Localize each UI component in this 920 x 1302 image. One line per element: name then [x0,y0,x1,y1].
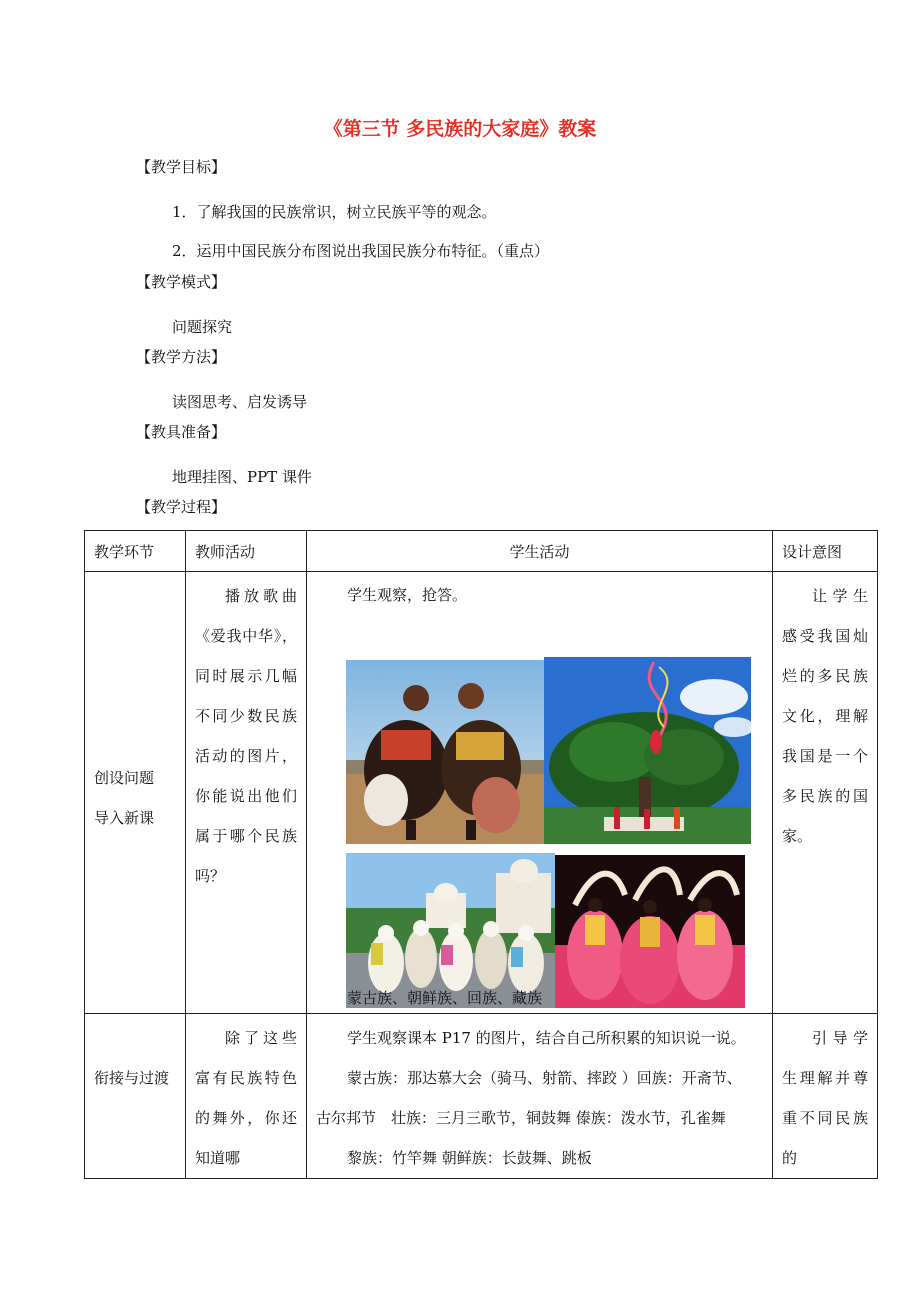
intent-text: 让学生感受我国灿烂的多民族文化，理解我国是一个多民族的国家。 [782,587,868,845]
stage-cell [85,1014,186,1179]
student-line-4: 黎族：竹竿舞 朝鲜族：长鼓舞、跳板 [347,1149,592,1167]
student-answer: 蒙古族、朝鲜族、回族、藏族 [347,989,543,1007]
teacher-text: 播放歌曲《爱我中华》，同时展示几幅不同少数民族活动的图片，你能说出他们属于哪个民族吗？ [195,587,297,885]
header-intent: 设计意图 [773,531,878,572]
hui-mosque-group-photo [346,853,555,1008]
student-line-3: 古尔邦节 壮族：三月三歌节，铜鼓舞 傣族：泼水节，孔雀舞 [316,1109,726,1127]
table-header-row [85,531,878,572]
mode-text: 问题探究 [172,318,233,336]
student-line-1: 学生观察课本 P17 的图片，结合自己所积累的知识说一说。 [347,1029,746,1047]
stage-dance-photo [555,855,745,1008]
teacher-text: 除了这些富有民族特色的舞外，你还知道哪 [195,1029,297,1167]
header-student: 学生活动 [307,531,773,572]
intent-cell [773,572,878,1014]
goal-item-1: 1．了解我国的民族常识，树立民族平等的观念。 [172,203,497,221]
mongolian-wrestling-photo [346,660,544,844]
section-heading-process: 【教学过程】 [136,498,227,516]
intent-text: 引导学生理解并尊重不同民族的 [782,1029,868,1167]
stage-line-1: 创设问题 [94,769,155,787]
section-heading-mode: 【教学模式】 [136,273,227,291]
header-stage: 教学环节 [85,531,186,572]
stage-text: 衔接与过渡 [94,1069,170,1087]
goal-item-2: 2．运用中国民族分布图说出我国民族分布特征。（重点） [172,242,550,260]
header-teacher: 教师活动 [186,531,307,572]
student-prompt: 学生观察，抢答。 [347,586,468,604]
lesson-process-table [84,530,878,1179]
intent-cell [773,1014,878,1179]
student-cell [307,572,773,1014]
tools-text: 地理挂图、PPT 课件 [172,468,312,486]
section-heading-method: 【教学方法】 [136,348,227,366]
teacher-cell [186,1014,307,1179]
section-heading-tools: 【教具准备】 [136,423,227,441]
section-heading-goals: 【教学目标】 [136,158,227,176]
stage-cell [85,572,186,1014]
teacher-cell [186,572,307,1014]
student-line-2: 蒙古族：那达慕大会（骑马、射箭、摔跤 ）回族：开斋节、 [347,1069,742,1087]
table-row [85,1014,878,1179]
stage-line-2: 导入新课 [94,809,155,827]
method-text: 读图思考、启发诱导 [172,393,308,411]
student-cell [307,1014,773,1179]
table-row [85,572,878,1014]
ribbon-dance-tree-photo [544,657,751,844]
document-title: 《第三节 多民族的大家庭》教案 [323,118,597,140]
